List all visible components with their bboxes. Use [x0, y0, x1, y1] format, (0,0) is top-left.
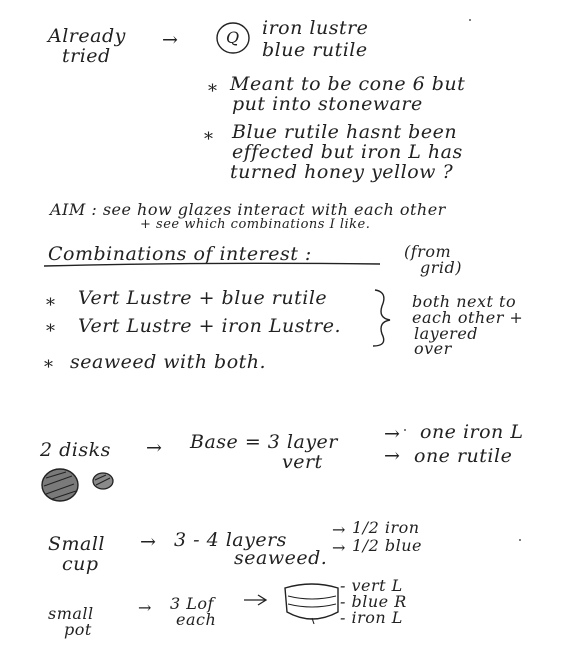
- disks-arrow: →: [146, 437, 163, 459]
- disks-base-line1: Base = 3 layer: [190, 431, 338, 453]
- small-cup-out-2: 1/2 blue: [352, 536, 422, 555]
- glaze-1: iron lustre: [262, 17, 369, 39]
- note2-line3: turned honey yellow ?: [230, 161, 454, 183]
- combinations-note-line1: (from: [404, 242, 452, 261]
- combinations-note-line2: grid): [420, 258, 462, 277]
- disks-arrow-2: →: [384, 445, 401, 467]
- small-pot-layer-1: - vert L: [340, 576, 403, 595]
- star-icon: *: [46, 295, 56, 316]
- tried-arrow: →: [162, 29, 179, 51]
- small-cup-arrow-1: →: [332, 520, 346, 539]
- combo-item-2: Vert Lustre + iron Lustre.: [78, 315, 342, 337]
- glaze-2: blue rutile: [262, 39, 368, 61]
- small-cup-arrow: →: [140, 531, 157, 553]
- combo-brace: [373, 290, 390, 346]
- disks-out-1: one iron L: [420, 421, 524, 443]
- small-pot-arrow: →: [138, 598, 152, 617]
- combo-item-1: Vert Lustre + blue rutile: [78, 287, 328, 309]
- disks-base-line2: vert: [282, 451, 323, 473]
- combo-note-line3: layered: [414, 324, 479, 343]
- small-pot-each-line2: each: [176, 610, 217, 629]
- small-cup-line2: cup: [62, 553, 99, 575]
- sample-mark: Q: [226, 28, 240, 47]
- small-cup-line1: Small: [48, 533, 106, 555]
- small-pot-each-line1: 3 Lof: [170, 594, 214, 613]
- aim-line1: AIM : see how glazes interact with each other: [50, 200, 446, 219]
- note2-line2: effected but iron L has: [232, 141, 463, 163]
- disks-arrow-1: →: [384, 423, 401, 445]
- small-pot-line1: small: [48, 604, 94, 623]
- small-cup-layers-line1: 3 - 4 layers: [174, 529, 287, 551]
- small-cup-out-1: 1/2 iron: [352, 518, 420, 537]
- already-tried-line1: Already: [48, 25, 126, 47]
- combinations-heading: Combinations of interest :: [48, 243, 312, 265]
- star-icon: *: [44, 357, 54, 378]
- small-cup-arrow-2: →: [332, 538, 346, 557]
- disks-label: 2 disks: [40, 439, 111, 461]
- pot-arrow: [244, 595, 266, 605]
- note2-line1: Blue rutile hasnt been: [232, 121, 458, 143]
- combo-item-3: seaweed with both.: [70, 351, 267, 373]
- combo-note-line4: over: [414, 339, 452, 358]
- already-tried-line2: tried: [62, 45, 111, 67]
- disks-out-2: one rutile: [414, 445, 513, 467]
- star-icon: *: [204, 129, 214, 150]
- small-pot-layer-3: - iron L: [340, 608, 403, 627]
- small-cup-layers-line2: seaweed.: [234, 547, 328, 569]
- star-icon: *: [208, 81, 218, 102]
- small-pot-layer-2: - blue R: [340, 592, 407, 611]
- aim-line2: + see which combinations I like.: [140, 217, 371, 232]
- pot-outline: [285, 584, 338, 619]
- combo-note-line2: each other +: [412, 308, 524, 327]
- note1-line2: put into stoneware: [232, 93, 423, 115]
- small-pot-line2: pot: [64, 620, 92, 639]
- star-icon: *: [46, 321, 56, 342]
- note1-line1: Meant to be cone 6 but: [230, 73, 466, 95]
- combo-note-line1: both next to: [412, 292, 517, 311]
